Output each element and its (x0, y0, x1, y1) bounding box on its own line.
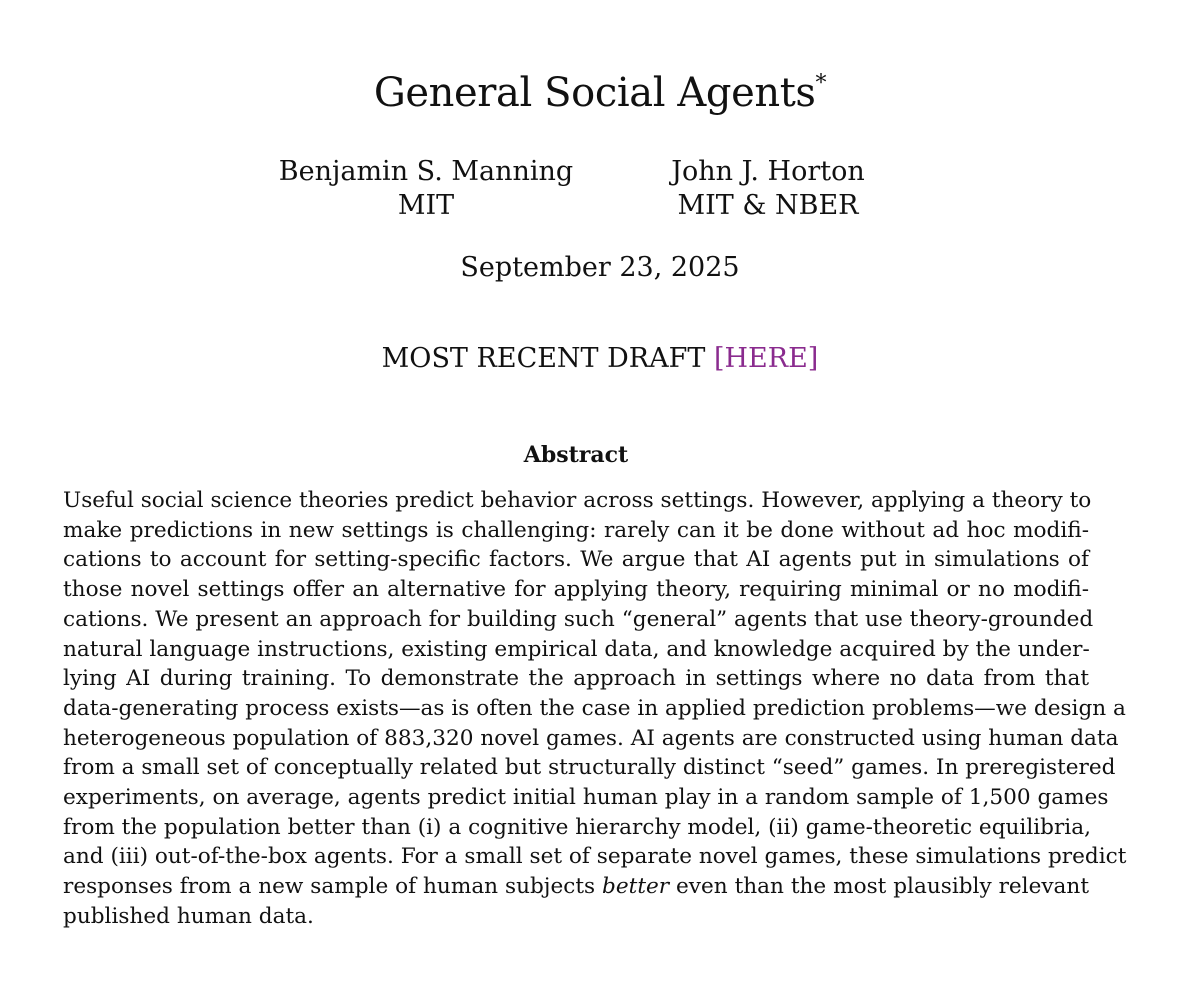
abstract-line: heterogeneous population of 883,320 novel games. AI agents are constructed using human data (63, 725, 1119, 751)
abstract-line: published human data. (63, 903, 314, 929)
abstract-line: and (iii) out-of-the-box agents. For a small set of separate novel games, these simulations predict (63, 844, 1127, 870)
abstract-line: from a small set of conceptually related but structurally distinct “seed” games. In preregistered (63, 755, 1116, 781)
abstract-line: cations. We present an approach for building such “general” agents that use theory-grounded (63, 606, 1094, 632)
abstract-body (63, 486, 1127, 932)
draft-notice-label: MOST RECENT DRAFT (381, 343, 706, 374)
abstract-heading: Abstract (523, 442, 629, 468)
draft-notice (0, 341, 1200, 377)
author-affiliation: MIT (397, 190, 455, 221)
abstract-line: natural language instructions, existing empirical data, and knowledge acquired by the under- (63, 636, 1090, 662)
author-block-2 (578, 155, 958, 223)
abstract-line: those novel settings offer an alternative for applying theory, requiring minimal or no modifi- (63, 577, 1089, 603)
paper-title-text: General Social Agents (373, 70, 816, 116)
paper-date: September 23, 2025 (460, 252, 740, 283)
author-block-1 (236, 155, 616, 223)
abstract-text: responses from a new sample of human subjects (63, 874, 603, 900)
abstract-line: cations to account for setting-specific factors. We argue that AI agents put in simulations of (63, 547, 1089, 573)
abstract-line: lying AI during training. To demonstrate the approach in settings where no data from that (63, 666, 1089, 692)
title-footnote-mark: * (815, 71, 827, 96)
draft-here-link[interactable]: [HERE] (713, 343, 819, 374)
emphasized-word: better (602, 874, 670, 900)
author-name: John J. Horton (671, 156, 865, 187)
author-affiliation: MIT & NBER (677, 190, 859, 221)
author-name: Benjamin S. Manning (278, 156, 574, 187)
abstract-line: make predictions in new settings is challenging: rarely can it be done without ad hoc modifi- (63, 517, 1089, 543)
abstract-text: even than the most plausibly relevant (669, 874, 1090, 900)
paper-title (0, 68, 1200, 118)
abstract-line: experiments, on average, agents predict initial human play in a random sample of 1,500 games (63, 785, 1109, 811)
abstract-line: data-generating process exists—as is often the case in applied prediction problems—we design a (63, 695, 1126, 721)
abstract-line-emphasis (63, 872, 1089, 902)
abstract-line: Useful social science theories predict behavior across settings. However, applying a theory to (63, 488, 1092, 513)
abstract-line: from the population better than (i) a cognitive hierarchy model, (ii) game-theoretic equilibria, (63, 814, 1091, 840)
